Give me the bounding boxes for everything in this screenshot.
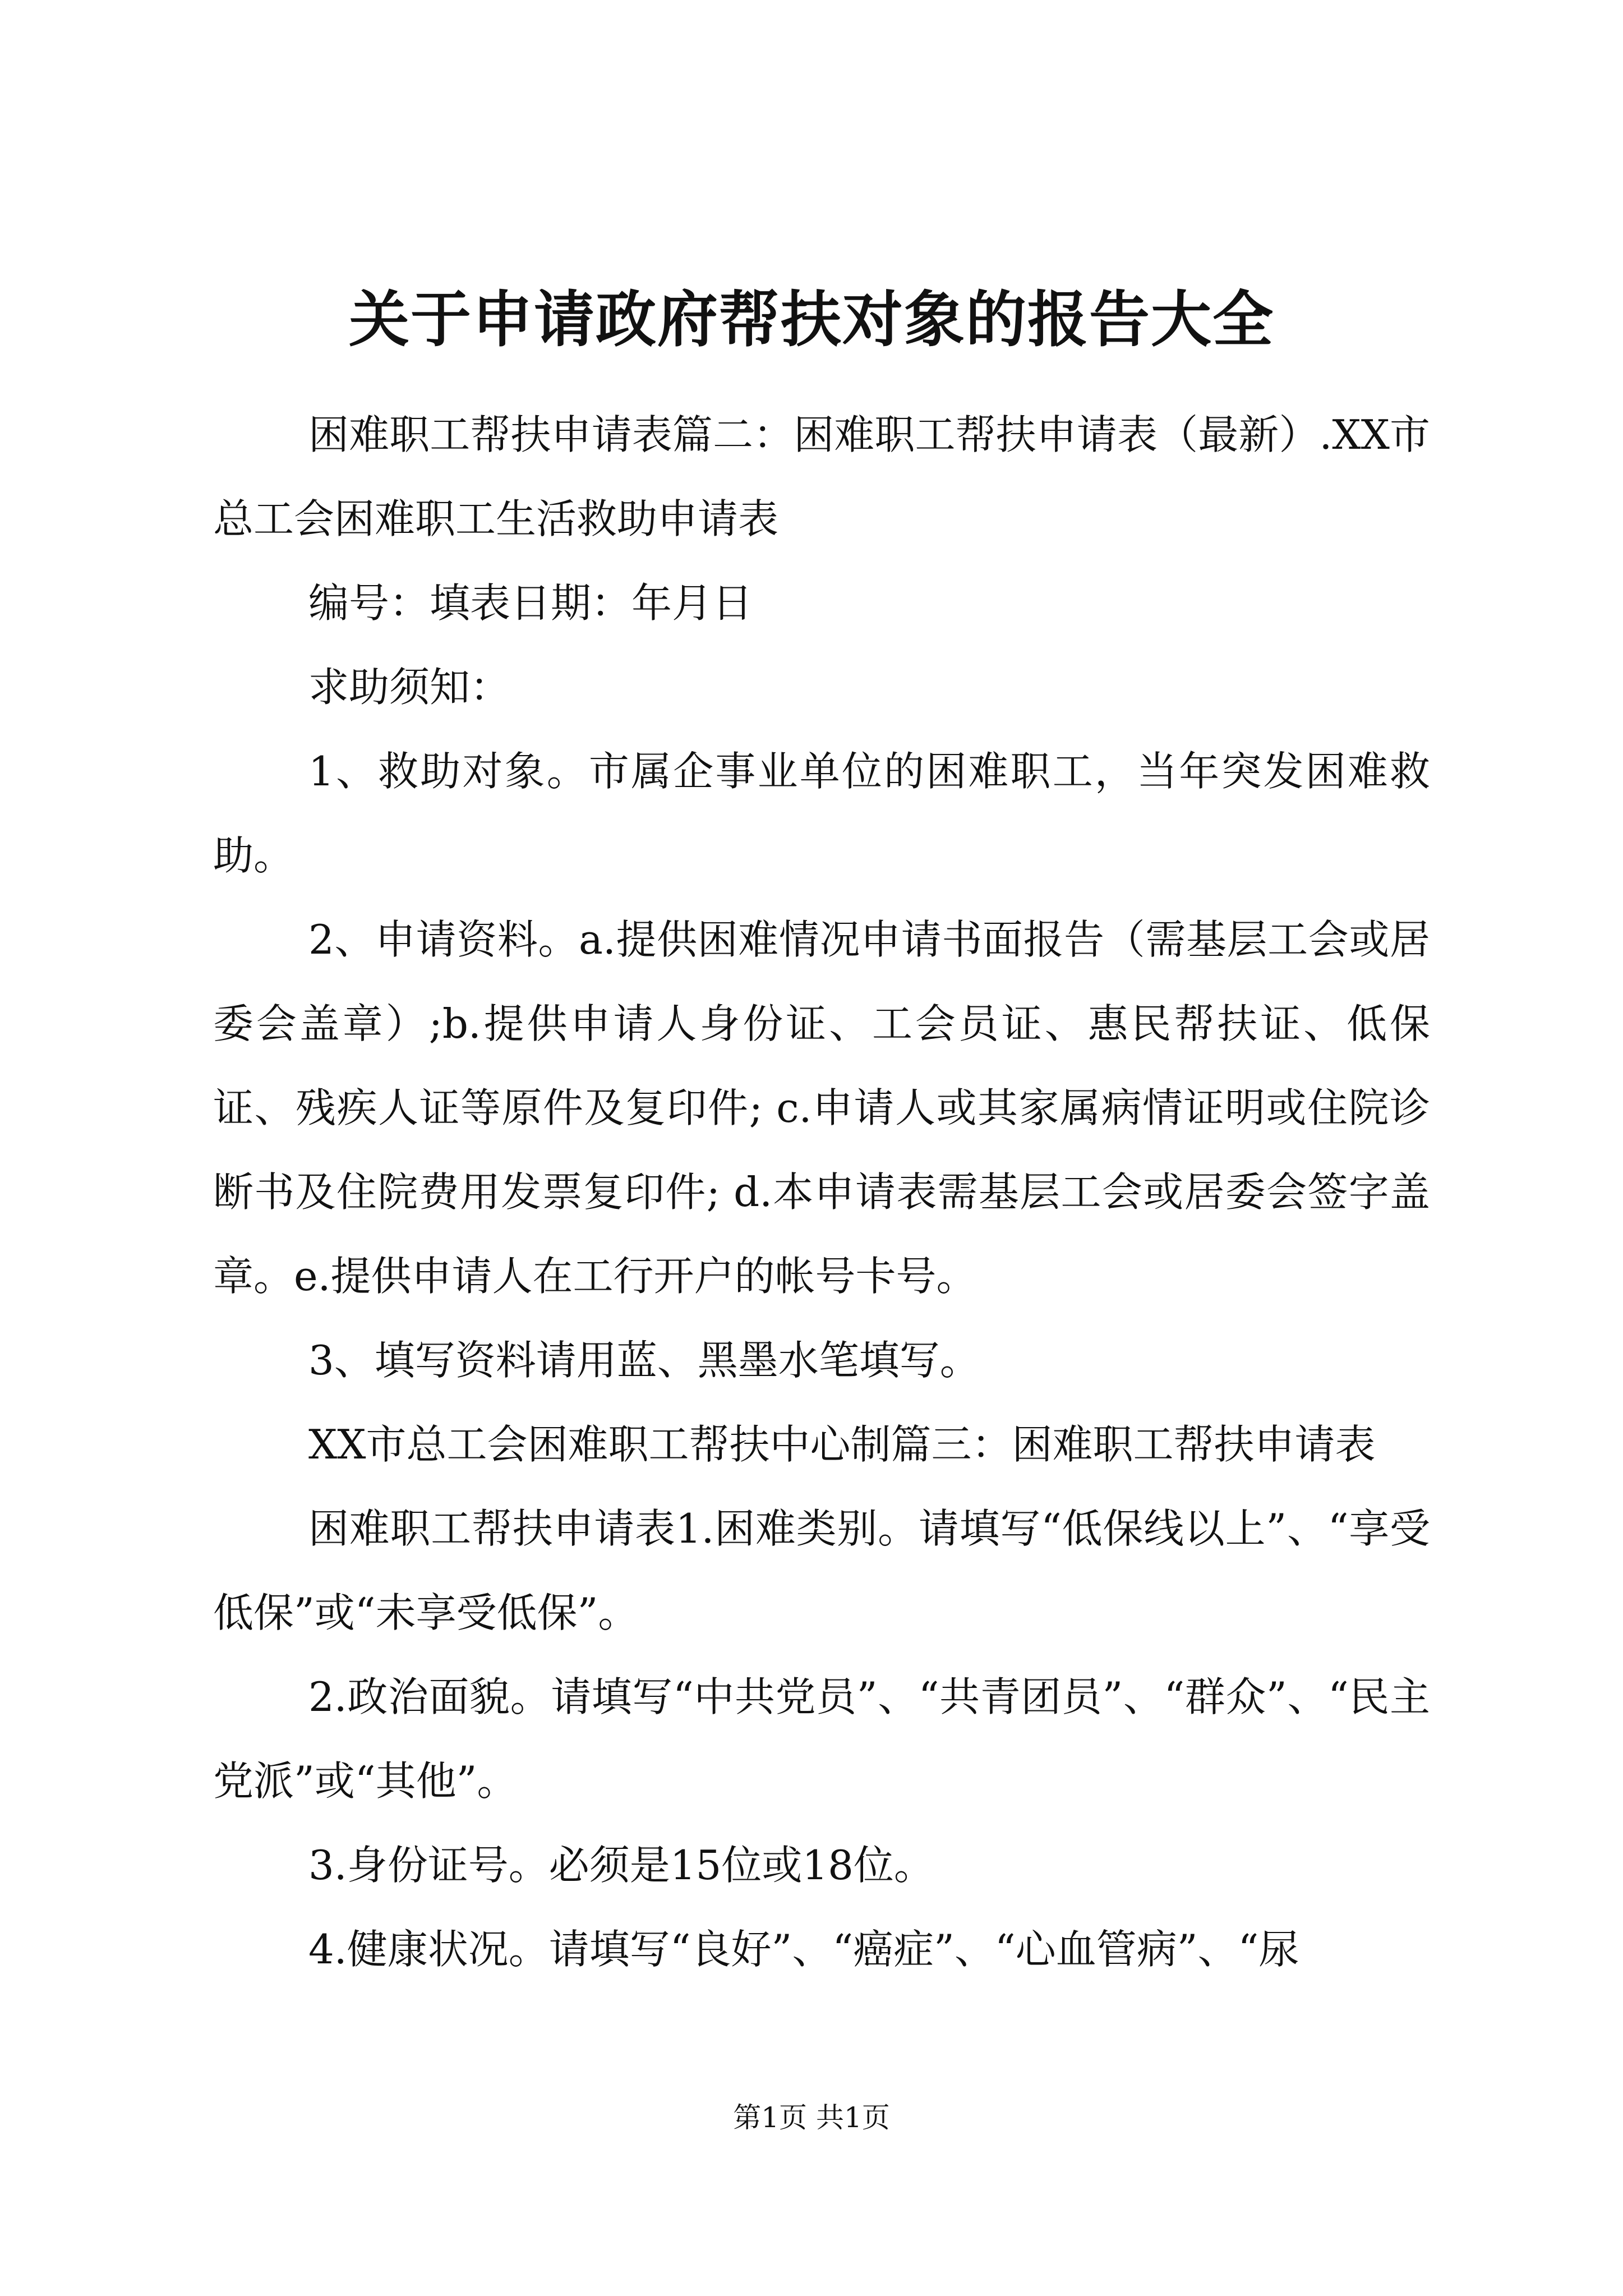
paragraph-item-3: 3、填写资料请用蓝、黑墨水笔填写。	[308, 1337, 980, 1384]
paragraph-political-status: 2.政治面貌。请填写“中共党员”、“共青团员”、“群众”、“民主党派”或“其他”。	[213, 1673, 1430, 1805]
paragraph-id-number: 3.身份证号。必须是15位或18位。	[308, 1842, 934, 1889]
paragraph-item-1: 1、救助对象。市属企事业单位的困难职工，当年突发困难救助。	[213, 748, 1430, 879]
paragraph-hardship-category: 困难职工帮扶申请表1.困难类别。请填写“低保线以上”、“享受低保”或“未享受低保”。	[213, 1505, 1430, 1636]
page-footer: 第1页 共1页	[733, 2101, 890, 2134]
paragraph-section-three: XX市总工会困难职工帮扶中心制篇三：困难职工帮扶申请表	[308, 1421, 1376, 1468]
paragraph-health-status: 4.健康状况。请填写“良好”、“癌症”、“心血管病”、“尿	[308, 1926, 1299, 1973]
paragraph-item-2: 2、申请资料。a.提供困难情况申请书面报告（需基层工会或居委会盖章）;b.提供申请人身份证、工会员证、惠民帮扶证、低保证、残疾人证等原件及复印件; c.申请人或其家属病情证明或住院诊断书及住院费用发票复印件; d.本申请表需基层工会或居委会签字盖章。e.提供申请人在工行开户的帐号卡号。	[213, 916, 1430, 1300]
document-title: 关于申请政府帮扶对象的报告大全	[348, 284, 1274, 355]
document-body	[213, 393, 1430, 1991]
paragraph-number-date: 编号：填表日期：年月日	[308, 579, 753, 627]
paragraph-intro: 困难职工帮扶申请表篇二：困难职工帮扶申请表（最新）.XX市总工会困难职工生活救助申请表	[213, 411, 1430, 542]
paragraph-notice-heading: 求助须知：	[308, 664, 511, 711]
